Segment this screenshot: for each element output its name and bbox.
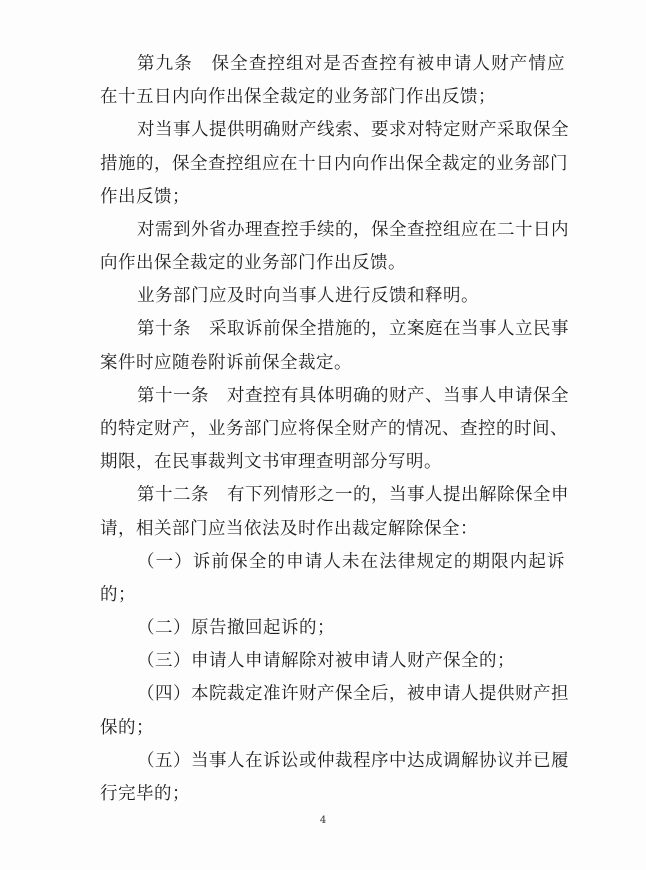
text-line: 的特定财产，业务部门应将保全财产的情况、查控的时间、 <box>100 419 568 439</box>
text-line: （一）诉前保全的申请人未在法律规定的期限内起诉 <box>137 552 565 572</box>
text-line: 对需到外省办理查控手续的，保全查控组应在二十日内 <box>137 220 569 240</box>
text-line: 向作出保全裁定的业务部门作出反馈。 <box>100 253 406 273</box>
text-line: 期限，在民事裁判文书审理查明部分写明。 <box>100 452 442 472</box>
text-line: 第十条 采取诉前保全措施的，立案庭在当事人立民事 <box>137 319 569 339</box>
text-line: 对当事人提供明确财产线索、要求对特定财产采取保全 <box>137 120 569 140</box>
text-line: 保的； <box>100 718 154 738</box>
text-line: （三）申请人申请解除对被申请人财产保全的； <box>137 651 515 671</box>
text-line: 第十二条 有下列情形之一的，当事人提出解除保全申 <box>137 485 569 505</box>
text-line: 第十一条 对查控有具体明确的财产、当事人申请保全 <box>137 386 569 406</box>
text-line: 作出反馈； <box>100 187 190 207</box>
text-line: 请，相关部门应当依法及时作出裁定解除保全： <box>100 519 478 539</box>
page-number: 4 <box>319 815 327 826</box>
text-line: （四）本院裁定准许财产保全后，被申请人提供财产担 <box>137 684 569 704</box>
text-line: 行完毕的； <box>100 784 190 804</box>
text-line: （二）原告撤回起诉的； <box>137 618 335 638</box>
text-line: （五）当事人在诉讼或仲裁程序中达成调解协议并已履 <box>137 751 569 771</box>
text-line: 第九条 保全查控组对是否查控有被申请人财产情应 <box>137 54 565 74</box>
text-line: 案件时应随卷附诉前保全裁定。 <box>100 353 352 373</box>
text-line: 的； <box>100 585 136 605</box>
text-line: 在十五日内向作出保全裁定的业务部门作出反馈； <box>100 87 496 107</box>
text-line: 措施的，保全查控组应在十日内向作出保全裁定的业务部门 <box>100 154 568 174</box>
text-line: 业务部门应及时向当事人进行反馈和释明。 <box>137 286 479 306</box>
